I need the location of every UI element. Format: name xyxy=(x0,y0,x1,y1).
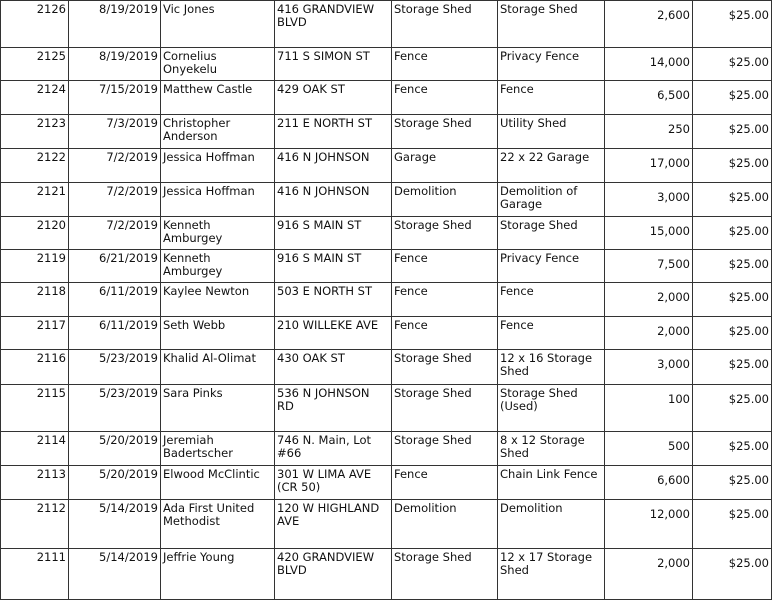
fee-cell xyxy=(693,549,772,600)
address-cell: 503 E NORTH ST xyxy=(275,283,392,317)
fee-text: $25.00 xyxy=(728,439,769,453)
permit-number-cell: 2119 xyxy=(1,250,69,283)
permit-number-cell: 2123 xyxy=(1,115,69,149)
value-cell xyxy=(605,149,693,183)
value-cell xyxy=(605,350,693,385)
value-cell xyxy=(605,283,693,317)
permit-number-cell: 2114 xyxy=(1,432,69,466)
description-cell: Storage Shed xyxy=(498,1,605,48)
value-text: 500 xyxy=(668,439,690,453)
fee-text: $25.00 xyxy=(728,324,769,338)
permit-type-cell: Storage Shed xyxy=(392,432,498,466)
fee-cell xyxy=(693,385,772,432)
address-cell: 416 N JOHNSON xyxy=(275,149,392,183)
fee-text: $25.00 xyxy=(728,122,769,136)
address-cell: 210 WILLEKE AVE xyxy=(275,317,392,350)
table-row xyxy=(1,115,772,149)
value-text: 2,000 xyxy=(657,556,690,570)
value-cell xyxy=(605,1,693,48)
value-cell xyxy=(605,81,693,115)
permit-type-cell: Storage Shed xyxy=(392,385,498,432)
table-row xyxy=(1,350,772,385)
fee-cell xyxy=(693,283,772,317)
fee-text: $25.00 xyxy=(728,190,769,204)
permit-date-cell: 7/2/2019 xyxy=(69,217,161,250)
permit-date-cell: 5/23/2019 xyxy=(69,385,161,432)
fee-cell xyxy=(693,500,772,549)
permit-type-cell: Storage Shed xyxy=(392,217,498,250)
fee-text: $25.00 xyxy=(728,55,769,69)
address-cell: 746 N. Main, Lot #66 xyxy=(275,432,392,466)
fee-cell xyxy=(693,317,772,350)
permit-date-cell: 5/14/2019 xyxy=(69,500,161,549)
value-text: 14,000 xyxy=(649,55,690,69)
applicant-name-cell: Elwood McClintic xyxy=(161,466,275,500)
permits-table-body xyxy=(1,1,772,600)
permit-number-cell: 2117 xyxy=(1,317,69,350)
permit-number-cell: 2121 xyxy=(1,183,69,217)
fee-cell xyxy=(693,466,772,500)
fee-cell xyxy=(693,183,772,217)
description-cell: Storage Shed (Used) xyxy=(498,385,605,432)
permit-number-cell: 2120 xyxy=(1,217,69,250)
value-cell xyxy=(605,549,693,600)
permit-date-cell: 5/20/2019 xyxy=(69,466,161,500)
description-cell: Fence xyxy=(498,81,605,115)
permit-type-cell: Storage Shed xyxy=(392,549,498,600)
permit-type-cell: Fence xyxy=(392,250,498,283)
value-text: 2,600 xyxy=(657,8,690,22)
table-row xyxy=(1,385,772,432)
table-row xyxy=(1,183,772,217)
value-cell xyxy=(605,432,693,466)
value-cell xyxy=(605,217,693,250)
fee-text: $25.00 xyxy=(728,473,769,487)
value-text: 2,000 xyxy=(657,324,690,338)
address-cell: 430 OAK ST xyxy=(275,350,392,385)
applicant-name-cell: Kenneth Amburgey xyxy=(161,250,275,283)
applicant-name-cell: Khalid Al-Olimat xyxy=(161,350,275,385)
applicant-name-cell: Cornelius Onyekelu xyxy=(161,48,275,81)
permit-number-cell: 2116 xyxy=(1,350,69,385)
description-cell: Utility Shed xyxy=(498,115,605,149)
fee-text: $25.00 xyxy=(728,357,769,371)
address-cell: 211 E NORTH ST xyxy=(275,115,392,149)
permit-number-cell: 2115 xyxy=(1,385,69,432)
permit-type-cell: Demolition xyxy=(392,500,498,549)
value-cell xyxy=(605,466,693,500)
value-cell xyxy=(605,500,693,549)
address-cell: 120 W HIGHLAND AVE xyxy=(275,500,392,549)
address-cell: 416 GRANDVIEW BLVD xyxy=(275,1,392,48)
description-cell: Chain Link Fence xyxy=(498,466,605,500)
permit-type-cell: Fence xyxy=(392,81,498,115)
applicant-name-cell: Matthew Castle xyxy=(161,81,275,115)
applicant-name-cell: Seth Webb xyxy=(161,317,275,350)
applicant-name-cell: Vic Jones xyxy=(161,1,275,48)
fee-text: $25.00 xyxy=(728,257,769,271)
table-row xyxy=(1,500,772,549)
permit-type-cell: Storage Shed xyxy=(392,350,498,385)
description-cell: 8 x 12 Storage Shed xyxy=(498,432,605,466)
address-cell: 536 N JOHNSON RD xyxy=(275,385,392,432)
address-cell: 916 S MAIN ST xyxy=(275,217,392,250)
permit-date-cell: 7/15/2019 xyxy=(69,81,161,115)
fee-cell xyxy=(693,1,772,48)
description-cell: Privacy Fence xyxy=(498,250,605,283)
applicant-name-cell: Jessica Hoffman xyxy=(161,183,275,217)
applicant-name-cell: Ada First United Methodist xyxy=(161,500,275,549)
permit-number-cell: 2124 xyxy=(1,81,69,115)
value-cell xyxy=(605,48,693,81)
address-cell: 429 OAK ST xyxy=(275,81,392,115)
description-cell: 22 x 22 Garage xyxy=(498,149,605,183)
fee-cell xyxy=(693,432,772,466)
fee-text: $25.00 xyxy=(728,392,769,406)
permit-date-cell: 7/2/2019 xyxy=(69,149,161,183)
table-row xyxy=(1,250,772,283)
table-row xyxy=(1,48,772,81)
permit-type-cell: Fence xyxy=(392,466,498,500)
permit-date-cell: 6/21/2019 xyxy=(69,250,161,283)
table-row xyxy=(1,149,772,183)
fee-cell xyxy=(693,250,772,283)
permit-date-cell: 8/19/2019 xyxy=(69,1,161,48)
table-row xyxy=(1,81,772,115)
description-cell: Fence xyxy=(498,283,605,317)
table-row xyxy=(1,466,772,500)
applicant-name-cell: Jeremiah Badertscher xyxy=(161,432,275,466)
address-cell: 301 W LIMA AVE (CR 50) xyxy=(275,466,392,500)
value-text: 3,000 xyxy=(657,190,690,204)
value-cell xyxy=(605,115,693,149)
description-cell: 12 x 17 Storage Shed xyxy=(498,549,605,600)
fee-text: $25.00 xyxy=(728,8,769,22)
address-cell: 420 GRANDVIEW BLVD xyxy=(275,549,392,600)
table-row xyxy=(1,549,772,600)
fee-text: $25.00 xyxy=(728,290,769,304)
fee-cell xyxy=(693,350,772,385)
applicant-name-cell: Kenneth Amburgey xyxy=(161,217,275,250)
permit-date-cell: 5/23/2019 xyxy=(69,350,161,385)
value-text: 2,000 xyxy=(657,290,690,304)
permit-date-cell: 7/2/2019 xyxy=(69,183,161,217)
address-cell: 711 S SIMON ST xyxy=(275,48,392,81)
table-row xyxy=(1,217,772,250)
description-cell: Fence xyxy=(498,317,605,350)
description-cell: Storage Shed xyxy=(498,217,605,250)
fee-text: $25.00 xyxy=(728,88,769,102)
permit-type-cell: Fence xyxy=(392,317,498,350)
permit-number-cell: 2125 xyxy=(1,48,69,81)
table-row xyxy=(1,317,772,350)
fee-cell xyxy=(693,48,772,81)
applicant-name-cell: Sara Pinks xyxy=(161,385,275,432)
description-cell: Demolition of Garage xyxy=(498,183,605,217)
permit-type-cell: Fence xyxy=(392,48,498,81)
permit-type-cell: Fence xyxy=(392,283,498,317)
permit-number-cell: 2126 xyxy=(1,1,69,48)
permit-type-cell: Storage Shed xyxy=(392,115,498,149)
permit-type-cell: Storage Shed xyxy=(392,1,498,48)
value-cell xyxy=(605,250,693,283)
applicant-name-cell: Kaylee Newton xyxy=(161,283,275,317)
permit-date-cell: 8/19/2019 xyxy=(69,48,161,81)
address-cell: 416 N JOHNSON xyxy=(275,183,392,217)
fee-cell xyxy=(693,149,772,183)
permit-type-cell: Garage xyxy=(392,149,498,183)
permit-date-cell: 5/20/2019 xyxy=(69,432,161,466)
value-cell xyxy=(605,385,693,432)
fee-text: $25.00 xyxy=(728,556,769,570)
value-text: 7,500 xyxy=(657,257,690,271)
value-text: 6,500 xyxy=(657,88,690,102)
table-row xyxy=(1,283,772,317)
value-text: 12,000 xyxy=(649,507,690,521)
value-text: 3,000 xyxy=(657,357,690,371)
permit-number-cell: 2112 xyxy=(1,500,69,549)
permit-number-cell: 2122 xyxy=(1,149,69,183)
permit-type-cell: Demolition xyxy=(392,183,498,217)
table-row xyxy=(1,432,772,466)
permit-date-cell: 7/3/2019 xyxy=(69,115,161,149)
value-text: 6,600 xyxy=(657,473,690,487)
value-text: 17,000 xyxy=(649,156,690,170)
table-row xyxy=(1,1,772,48)
applicant-name-cell: Jessica Hoffman xyxy=(161,149,275,183)
permit-date-cell: 6/11/2019 xyxy=(69,317,161,350)
permit-date-cell: 5/14/2019 xyxy=(69,549,161,600)
value-text: 100 xyxy=(668,392,690,406)
value-cell xyxy=(605,183,693,217)
value-cell xyxy=(605,317,693,350)
permit-date-cell: 6/11/2019 xyxy=(69,283,161,317)
address-cell: 916 S MAIN ST xyxy=(275,250,392,283)
fee-text: $25.00 xyxy=(728,156,769,170)
value-text: 250 xyxy=(668,122,690,136)
fee-cell xyxy=(693,81,772,115)
description-cell: 12 x 16 Storage Shed xyxy=(498,350,605,385)
description-cell: Demolition xyxy=(498,500,605,549)
fee-cell xyxy=(693,217,772,250)
description-cell: Privacy Fence xyxy=(498,48,605,81)
permit-number-cell: 2111 xyxy=(1,549,69,600)
permit-number-cell: 2118 xyxy=(1,283,69,317)
fee-text: $25.00 xyxy=(728,224,769,238)
applicant-name-cell: Jeffrie Young xyxy=(161,549,275,600)
value-text: 15,000 xyxy=(649,224,690,238)
fee-text: $25.00 xyxy=(728,507,769,521)
permit-number-cell: 2113 xyxy=(1,466,69,500)
fee-cell xyxy=(693,115,772,149)
applicant-name-cell: Christopher Anderson xyxy=(161,115,275,149)
